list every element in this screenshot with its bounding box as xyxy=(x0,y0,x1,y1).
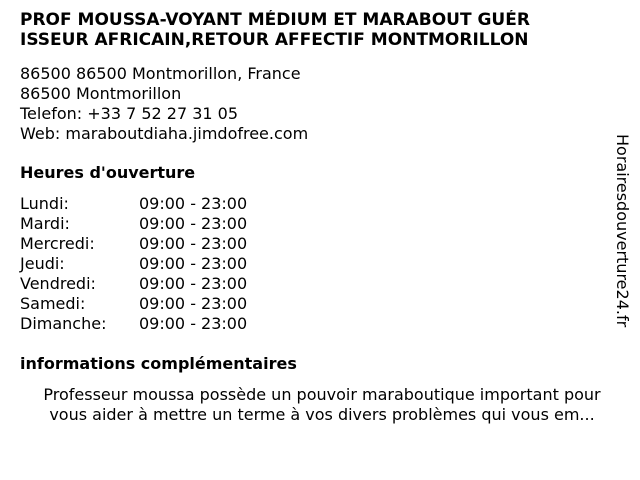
time-range: 09:00 - 23:00 xyxy=(139,274,248,293)
site-brand-vertical: Horairesdouverture24.fr xyxy=(613,134,632,328)
hours-row-friday xyxy=(20,274,247,294)
hours-row-wednesday xyxy=(20,234,247,254)
additional-info-text xyxy=(16,385,628,425)
time-range: 09:00 - 23:00 xyxy=(139,194,248,213)
day-label: Dimanche: xyxy=(20,314,107,333)
hours-row-saturday xyxy=(20,294,247,314)
day-label: Mardi: xyxy=(20,214,70,233)
time-range: 09:00 - 23:00 xyxy=(139,314,248,333)
day-label: Samedi: xyxy=(20,294,86,313)
business-title-line-1: PROF MOUSSA-VOYANT MÉDIUM ET MARABOUT GUÉR xyxy=(20,10,530,30)
additional-info-heading: informations complémentaires xyxy=(20,354,297,373)
day-label: Jeudi: xyxy=(20,254,65,273)
website-url: Web: maraboutdiaha.jimdofree.com xyxy=(20,124,309,143)
additional-info-line-1: Professeur moussa possède un pouvoir maraboutique important pour xyxy=(43,385,601,404)
opening-hours-heading: Heures d'ouverture xyxy=(20,163,196,182)
city-address: 86500 Montmorillon xyxy=(20,84,182,103)
time-range: 09:00 - 23:00 xyxy=(139,234,248,253)
hours-row-tuesday xyxy=(20,214,247,234)
business-title-line-2: ISSEUR AFRICAIN,RETOUR AFFECTIF MONTMORILLON xyxy=(20,30,529,50)
additional-info-line-2: vous aider à mettre un terme à vos divers problèmes qui vous em... xyxy=(49,405,595,424)
time-range: 09:00 - 23:00 xyxy=(139,214,248,233)
hours-row-monday xyxy=(20,194,247,214)
street-address: 86500 86500 Montmorillon, France xyxy=(20,64,301,83)
phone-number: Telefon: +33 7 52 27 31 05 xyxy=(20,104,239,123)
address-block xyxy=(20,64,308,144)
day-label: Lundi: xyxy=(20,194,69,213)
time-range: 09:00 - 23:00 xyxy=(139,294,248,313)
day-label: Vendredi: xyxy=(20,274,96,293)
hours-row-thursday xyxy=(20,254,247,274)
day-label: Mercredi: xyxy=(20,234,95,253)
opening-hours-table xyxy=(20,194,247,334)
time-range: 09:00 - 23:00 xyxy=(139,254,248,273)
hours-row-sunday xyxy=(20,314,247,334)
business-title xyxy=(20,10,640,50)
